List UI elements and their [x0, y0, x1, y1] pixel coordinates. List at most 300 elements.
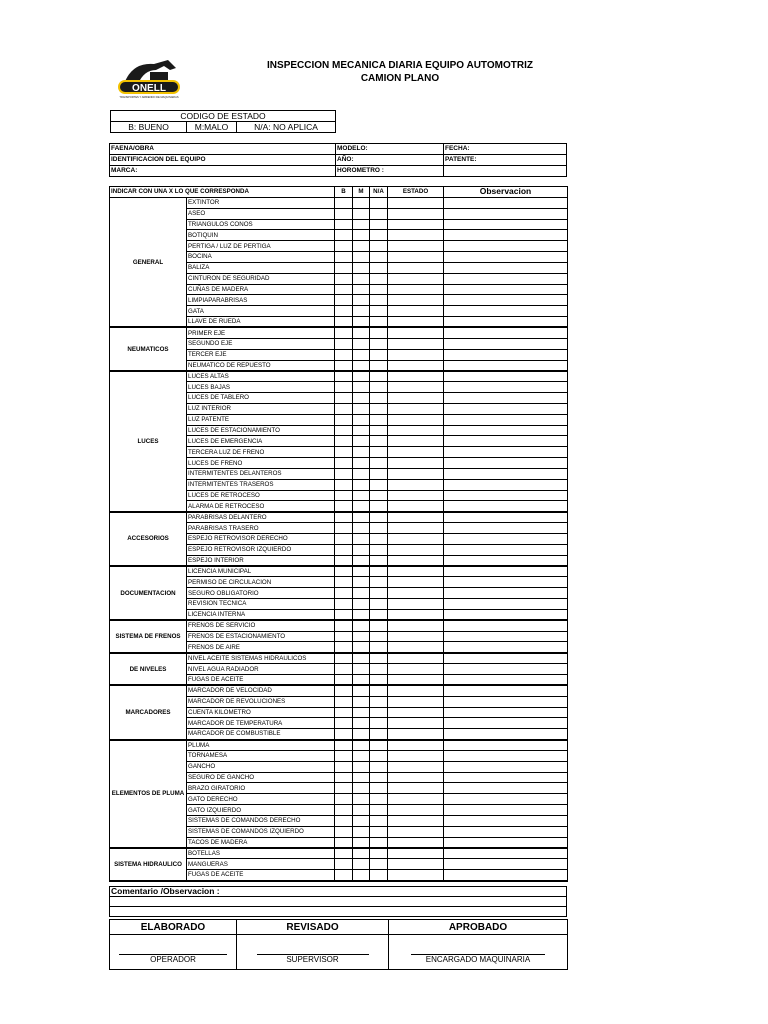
check-m-cell[interactable]	[353, 859, 370, 870]
check-na-cell[interactable]	[370, 371, 388, 382]
observacion-cell[interactable]	[444, 317, 568, 328]
observacion-cell[interactable]	[444, 707, 568, 718]
check-m-cell[interactable]	[353, 447, 370, 458]
check-m-cell[interactable]	[353, 262, 370, 273]
observacion-cell[interactable]	[444, 729, 568, 740]
check-m-cell[interactable]	[353, 674, 370, 685]
estado-cell[interactable]	[388, 750, 444, 761]
check-na-cell[interactable]	[370, 837, 388, 848]
check-m-cell[interactable]	[353, 273, 370, 284]
observacion-cell[interactable]	[444, 252, 568, 263]
check-m-cell[interactable]	[353, 512, 370, 523]
observacion-cell[interactable]	[444, 436, 568, 447]
observacion-cell[interactable]	[444, 631, 568, 642]
check-m-cell[interactable]	[353, 740, 370, 751]
observacion-cell[interactable]	[444, 544, 568, 555]
observacion-cell[interactable]	[444, 284, 568, 295]
check-m-cell[interactable]	[353, 609, 370, 620]
check-b-cell[interactable]	[335, 230, 353, 241]
check-b-cell[interactable]	[335, 252, 353, 263]
check-b-cell[interactable]	[335, 479, 353, 490]
estado-cell[interactable]	[388, 588, 444, 599]
check-m-cell[interactable]	[353, 425, 370, 436]
observacion-cell[interactable]	[444, 219, 568, 230]
observacion-cell[interactable]	[444, 197, 568, 208]
check-m-cell[interactable]	[353, 523, 370, 534]
check-na-cell[interactable]	[370, 393, 388, 404]
observacion-cell[interactable]	[444, 566, 568, 577]
check-na-cell[interactable]	[370, 631, 388, 642]
modelo-field[interactable]: MODELO:	[336, 144, 444, 155]
check-na-cell[interactable]	[370, 870, 388, 881]
check-na-cell[interactable]	[370, 241, 388, 252]
check-na-cell[interactable]	[370, 674, 388, 685]
observacion-cell[interactable]	[444, 740, 568, 751]
observacion-cell[interactable]	[444, 241, 568, 252]
check-na-cell[interactable]	[370, 490, 388, 501]
check-b-cell[interactable]	[335, 859, 353, 870]
observacion-cell[interactable]	[444, 620, 568, 631]
observacion-cell[interactable]	[444, 794, 568, 805]
estado-cell[interactable]	[388, 534, 444, 545]
estado-cell[interactable]	[388, 360, 444, 371]
estado-cell[interactable]	[388, 772, 444, 783]
check-b-cell[interactable]	[335, 815, 353, 826]
check-m-cell[interactable]	[353, 295, 370, 306]
estado-cell[interactable]	[388, 848, 444, 859]
info-blank-cell[interactable]	[444, 166, 567, 177]
estado-cell[interactable]	[388, 252, 444, 263]
check-na-cell[interactable]	[370, 425, 388, 436]
check-na-cell[interactable]	[370, 252, 388, 263]
estado-cell[interactable]	[388, 393, 444, 404]
check-b-cell[interactable]	[335, 783, 353, 794]
check-na-cell[interactable]	[370, 534, 388, 545]
check-m-cell[interactable]	[353, 772, 370, 783]
observacion-cell[interactable]	[444, 761, 568, 772]
faena-field[interactable]: FAENA/OBRA	[110, 144, 336, 155]
check-m-cell[interactable]	[353, 696, 370, 707]
check-b-cell[interactable]	[335, 599, 353, 610]
check-na-cell[interactable]	[370, 620, 388, 631]
estado-cell[interactable]	[388, 219, 444, 230]
check-na-cell[interactable]	[370, 360, 388, 371]
observacion-cell[interactable]	[444, 609, 568, 620]
observacion-cell[interactable]	[444, 859, 568, 870]
estado-cell[interactable]	[388, 338, 444, 349]
estado-cell[interactable]	[388, 382, 444, 393]
estado-cell[interactable]	[388, 685, 444, 696]
check-b-cell[interactable]	[335, 262, 353, 273]
estado-cell[interactable]	[388, 317, 444, 328]
check-m-cell[interactable]	[353, 718, 370, 729]
check-b-cell[interactable]	[335, 371, 353, 382]
check-m-cell[interactable]	[353, 349, 370, 360]
check-m-cell[interactable]	[353, 588, 370, 599]
check-b-cell[interactable]	[335, 674, 353, 685]
check-m-cell[interactable]	[353, 815, 370, 826]
check-m-cell[interactable]	[353, 382, 370, 393]
estado-cell[interactable]	[388, 859, 444, 870]
check-b-cell[interactable]	[335, 327, 353, 338]
check-b-cell[interactable]	[335, 436, 353, 447]
check-m-cell[interactable]	[353, 284, 370, 295]
check-m-cell[interactable]	[353, 837, 370, 848]
observacion-cell[interactable]	[444, 403, 568, 414]
check-m-cell[interactable]	[353, 458, 370, 469]
check-na-cell[interactable]	[370, 718, 388, 729]
check-b-cell[interactable]	[335, 588, 353, 599]
check-na-cell[interactable]	[370, 685, 388, 696]
observacion-cell[interactable]	[444, 588, 568, 599]
estado-cell[interactable]	[388, 740, 444, 751]
observacion-cell[interactable]	[444, 382, 568, 393]
check-m-cell[interactable]	[353, 794, 370, 805]
observacion-cell[interactable]	[444, 653, 568, 664]
observacion-cell[interactable]	[444, 479, 568, 490]
check-na-cell[interactable]	[370, 848, 388, 859]
check-m-cell[interactable]	[353, 544, 370, 555]
observacion-cell[interactable]	[444, 262, 568, 273]
check-b-cell[interactable]	[335, 826, 353, 837]
check-m-cell[interactable]	[353, 555, 370, 566]
check-b-cell[interactable]	[335, 772, 353, 783]
estado-cell[interactable]	[388, 468, 444, 479]
check-m-cell[interactable]	[353, 230, 370, 241]
estado-cell[interactable]	[388, 230, 444, 241]
horometro-field[interactable]: HOROMETRO :	[336, 166, 444, 177]
estado-cell[interactable]	[388, 815, 444, 826]
estado-cell[interactable]	[388, 631, 444, 642]
estado-cell[interactable]	[388, 436, 444, 447]
check-m-cell[interactable]	[353, 761, 370, 772]
check-b-cell[interactable]	[335, 349, 353, 360]
observacion-cell[interactable]	[444, 393, 568, 404]
observacion-cell[interactable]	[444, 458, 568, 469]
observacion-cell[interactable]	[444, 837, 568, 848]
check-m-cell[interactable]	[353, 826, 370, 837]
observacion-cell[interactable]	[444, 371, 568, 382]
check-m-cell[interactable]	[353, 371, 370, 382]
observacion-cell[interactable]	[444, 674, 568, 685]
check-b-cell[interactable]	[335, 848, 353, 859]
check-b-cell[interactable]	[335, 523, 353, 534]
check-b-cell[interactable]	[335, 685, 353, 696]
check-b-cell[interactable]	[335, 534, 353, 545]
observacion-cell[interactable]	[444, 805, 568, 816]
check-na-cell[interactable]	[370, 317, 388, 328]
observacion-cell[interactable]	[444, 718, 568, 729]
estado-cell[interactable]	[388, 664, 444, 675]
check-na-cell[interactable]	[370, 349, 388, 360]
check-na-cell[interactable]	[370, 382, 388, 393]
estado-cell[interactable]	[388, 577, 444, 588]
check-m-cell[interactable]	[353, 490, 370, 501]
observacion-cell[interactable]	[444, 577, 568, 588]
estado-cell[interactable]	[388, 284, 444, 295]
check-na-cell[interactable]	[370, 761, 388, 772]
check-m-cell[interactable]	[353, 241, 370, 252]
check-b-cell[interactable]	[335, 393, 353, 404]
check-na-cell[interactable]	[370, 468, 388, 479]
check-b-cell[interactable]	[335, 653, 353, 664]
observacion-cell[interactable]	[444, 870, 568, 881]
estado-cell[interactable]	[388, 837, 444, 848]
check-na-cell[interactable]	[370, 284, 388, 295]
observacion-cell[interactable]	[444, 642, 568, 653]
check-b-cell[interactable]	[335, 837, 353, 848]
check-na-cell[interactable]	[370, 750, 388, 761]
estado-cell[interactable]	[388, 566, 444, 577]
estado-cell[interactable]	[388, 414, 444, 425]
check-m-cell[interactable]	[353, 599, 370, 610]
observacion-cell[interactable]	[444, 327, 568, 338]
observacion-cell[interactable]	[444, 783, 568, 794]
identificacion-field[interactable]: IDENTIFICACION DEL EQUIPO	[110, 155, 336, 166]
observacion-cell[interactable]	[444, 664, 568, 675]
check-b-cell[interactable]	[335, 544, 353, 555]
check-b-cell[interactable]	[335, 360, 353, 371]
estado-cell[interactable]	[388, 327, 444, 338]
check-na-cell[interactable]	[370, 653, 388, 664]
observacion-cell[interactable]	[444, 512, 568, 523]
estado-cell[interactable]	[388, 783, 444, 794]
estado-cell[interactable]	[388, 349, 444, 360]
check-na-cell[interactable]	[370, 566, 388, 577]
check-na-cell[interactable]	[370, 230, 388, 241]
observacion-cell[interactable]	[444, 208, 568, 219]
check-m-cell[interactable]	[353, 436, 370, 447]
estado-cell[interactable]	[388, 729, 444, 740]
check-na-cell[interactable]	[370, 512, 388, 523]
check-m-cell[interactable]	[353, 327, 370, 338]
check-na-cell[interactable]	[370, 555, 388, 566]
check-na-cell[interactable]	[370, 826, 388, 837]
check-m-cell[interactable]	[353, 534, 370, 545]
check-b-cell[interactable]	[335, 219, 353, 230]
observacion-cell[interactable]	[444, 826, 568, 837]
check-m-cell[interactable]	[353, 707, 370, 718]
check-b-cell[interactable]	[335, 609, 353, 620]
supervisor-signature-box[interactable]	[237, 935, 389, 970]
check-m-cell[interactable]	[353, 306, 370, 317]
check-na-cell[interactable]	[370, 414, 388, 425]
estado-cell[interactable]	[388, 479, 444, 490]
observacion-cell[interactable]	[444, 306, 568, 317]
check-na-cell[interactable]	[370, 458, 388, 469]
check-na-cell[interactable]	[370, 859, 388, 870]
check-m-cell[interactable]	[353, 653, 370, 664]
check-b-cell[interactable]	[335, 306, 353, 317]
check-m-cell[interactable]	[353, 360, 370, 371]
observacion-cell[interactable]	[444, 555, 568, 566]
check-m-cell[interactable]	[353, 468, 370, 479]
check-m-cell[interactable]	[353, 870, 370, 881]
check-b-cell[interactable]	[335, 414, 353, 425]
anio-field[interactable]: AÑO:	[336, 155, 444, 166]
estado-cell[interactable]	[388, 306, 444, 317]
check-b-cell[interactable]	[335, 794, 353, 805]
check-b-cell[interactable]	[335, 208, 353, 219]
check-na-cell[interactable]	[370, 794, 388, 805]
estado-cell[interactable]	[388, 458, 444, 469]
check-na-cell[interactable]	[370, 338, 388, 349]
estado-cell[interactable]	[388, 718, 444, 729]
observacion-cell[interactable]	[444, 599, 568, 610]
check-m-cell[interactable]	[353, 393, 370, 404]
observacion-cell[interactable]	[444, 338, 568, 349]
check-na-cell[interactable]	[370, 729, 388, 740]
estado-cell[interactable]	[388, 696, 444, 707]
observacion-cell[interactable]	[444, 523, 568, 534]
observacion-cell[interactable]	[444, 772, 568, 783]
check-b-cell[interactable]	[335, 729, 353, 740]
check-b-cell[interactable]	[335, 566, 353, 577]
estado-cell[interactable]	[388, 707, 444, 718]
check-b-cell[interactable]	[335, 317, 353, 328]
check-na-cell[interactable]	[370, 544, 388, 555]
check-b-cell[interactable]	[335, 620, 353, 631]
estado-cell[interactable]	[388, 761, 444, 772]
estado-cell[interactable]	[388, 371, 444, 382]
observacion-cell[interactable]	[444, 815, 568, 826]
check-m-cell[interactable]	[353, 685, 370, 696]
check-b-cell[interactable]	[335, 750, 353, 761]
check-m-cell[interactable]	[353, 750, 370, 761]
observacion-cell[interactable]	[444, 295, 568, 306]
check-b-cell[interactable]	[335, 501, 353, 512]
observacion-cell[interactable]	[444, 360, 568, 371]
check-m-cell[interactable]	[353, 208, 370, 219]
check-na-cell[interactable]	[370, 262, 388, 273]
estado-cell[interactable]	[388, 512, 444, 523]
check-b-cell[interactable]	[335, 577, 353, 588]
check-na-cell[interactable]	[370, 523, 388, 534]
estado-cell[interactable]	[388, 642, 444, 653]
check-m-cell[interactable]	[353, 664, 370, 675]
check-m-cell[interactable]	[353, 783, 370, 794]
check-b-cell[interactable]	[335, 740, 353, 751]
observacion-cell[interactable]	[444, 750, 568, 761]
observacion-cell[interactable]	[444, 447, 568, 458]
estado-cell[interactable]	[388, 523, 444, 534]
check-b-cell[interactable]	[335, 197, 353, 208]
observacion-cell[interactable]	[444, 425, 568, 436]
check-na-cell[interactable]	[370, 295, 388, 306]
check-m-cell[interactable]	[353, 620, 370, 631]
check-b-cell[interactable]	[335, 468, 353, 479]
check-na-cell[interactable]	[370, 208, 388, 219]
check-b-cell[interactable]	[335, 338, 353, 349]
check-na-cell[interactable]	[370, 599, 388, 610]
check-b-cell[interactable]	[335, 707, 353, 718]
check-b-cell[interactable]	[335, 295, 353, 306]
check-m-cell[interactable]	[353, 219, 370, 230]
check-m-cell[interactable]	[353, 566, 370, 577]
estado-cell[interactable]	[388, 805, 444, 816]
check-b-cell[interactable]	[335, 447, 353, 458]
check-na-cell[interactable]	[370, 197, 388, 208]
check-m-cell[interactable]	[353, 403, 370, 414]
check-m-cell[interactable]	[353, 631, 370, 642]
operador-signature-box[interactable]	[110, 935, 237, 970]
check-na-cell[interactable]	[370, 479, 388, 490]
check-na-cell[interactable]	[370, 273, 388, 284]
check-na-cell[interactable]	[370, 219, 388, 230]
comments-line-2[interactable]	[110, 907, 567, 917]
observacion-cell[interactable]	[444, 848, 568, 859]
estado-cell[interactable]	[388, 501, 444, 512]
observacion-cell[interactable]	[444, 230, 568, 241]
estado-cell[interactable]	[388, 490, 444, 501]
check-m-cell[interactable]	[353, 848, 370, 859]
check-b-cell[interactable]	[335, 490, 353, 501]
check-na-cell[interactable]	[370, 707, 388, 718]
check-na-cell[interactable]	[370, 403, 388, 414]
observacion-cell[interactable]	[444, 685, 568, 696]
estado-cell[interactable]	[388, 599, 444, 610]
estado-cell[interactable]	[388, 555, 444, 566]
check-b-cell[interactable]	[335, 382, 353, 393]
check-na-cell[interactable]	[370, 577, 388, 588]
check-b-cell[interactable]	[335, 425, 353, 436]
estado-cell[interactable]	[388, 197, 444, 208]
check-na-cell[interactable]	[370, 447, 388, 458]
check-m-cell[interactable]	[353, 252, 370, 263]
check-m-cell[interactable]	[353, 338, 370, 349]
estado-cell[interactable]	[388, 826, 444, 837]
observacion-cell[interactable]	[444, 490, 568, 501]
check-na-cell[interactable]	[370, 664, 388, 675]
check-m-cell[interactable]	[353, 642, 370, 653]
estado-cell[interactable]	[388, 273, 444, 284]
observacion-cell[interactable]	[444, 273, 568, 284]
check-b-cell[interactable]	[335, 805, 353, 816]
check-b-cell[interactable]	[335, 870, 353, 881]
check-b-cell[interactable]	[335, 273, 353, 284]
check-na-cell[interactable]	[370, 696, 388, 707]
check-b-cell[interactable]	[335, 241, 353, 252]
check-m-cell[interactable]	[353, 729, 370, 740]
estado-cell[interactable]	[388, 674, 444, 685]
check-b-cell[interactable]	[335, 761, 353, 772]
fecha-field[interactable]: FECHA:	[444, 144, 567, 155]
estado-cell[interactable]	[388, 544, 444, 555]
check-na-cell[interactable]	[370, 609, 388, 620]
observacion-cell[interactable]	[444, 501, 568, 512]
check-b-cell[interactable]	[335, 718, 353, 729]
check-na-cell[interactable]	[370, 588, 388, 599]
estado-cell[interactable]	[388, 208, 444, 219]
check-na-cell[interactable]	[370, 740, 388, 751]
check-na-cell[interactable]	[370, 327, 388, 338]
estado-cell[interactable]	[388, 425, 444, 436]
check-m-cell[interactable]	[353, 197, 370, 208]
check-b-cell[interactable]	[335, 664, 353, 675]
encargado-signature-box[interactable]	[389, 935, 568, 970]
check-b-cell[interactable]	[335, 512, 353, 523]
estado-cell[interactable]	[388, 653, 444, 664]
marca-field[interactable]: MARCA:	[110, 166, 336, 177]
check-na-cell[interactable]	[370, 642, 388, 653]
estado-cell[interactable]	[388, 262, 444, 273]
check-b-cell[interactable]	[335, 555, 353, 566]
check-m-cell[interactable]	[353, 501, 370, 512]
check-b-cell[interactable]	[335, 642, 353, 653]
observacion-cell[interactable]	[444, 534, 568, 545]
check-m-cell[interactable]	[353, 414, 370, 425]
comments-line-1[interactable]	[110, 897, 567, 907]
